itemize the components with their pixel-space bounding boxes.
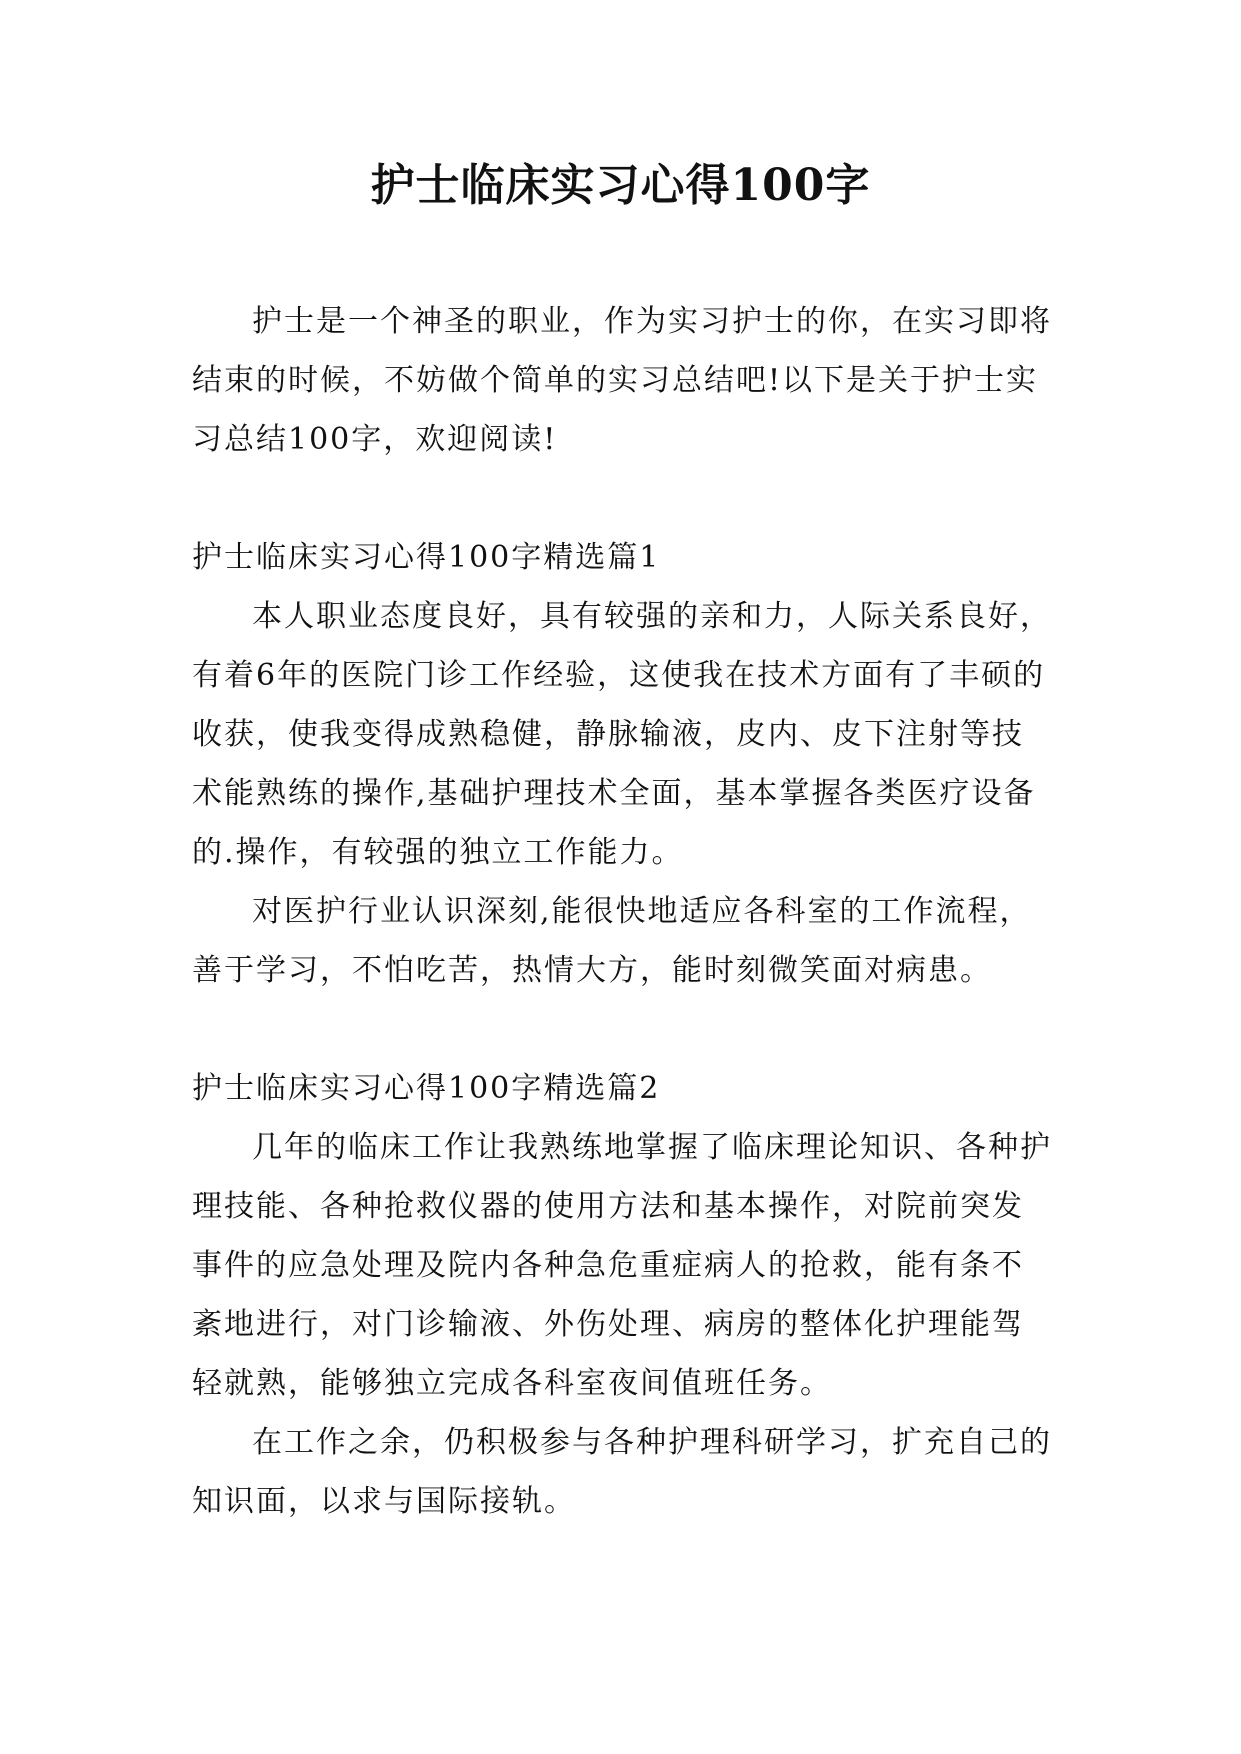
section-heading-2: 护士临床实习心得100字精选篇2: [192, 1071, 661, 1106]
section-2-paragraph-2: 在工作之余，仍积极参与各种护理科研学习，扩充自己的知识面，以求与国际接轨。: [192, 1425, 1052, 1519]
document-title: 护士临床实习心得100字: [370, 160, 871, 211]
section-2-paragraph-1: 几年的临床工作让我熟练地掌握了临床理论知识、各种护理技能、各种抢救仪器的使用方法和基本操作，对院前突发事件的应急处理及院内各种急危重症病人的抢救，能有条不紊地进行，对门诊输液、外伤处理、病房的整体化护理能驾轻就熟，能够独立完成各科室夜间值班任务。: [192, 1130, 1052, 1401]
document-body: [192, 292, 1054, 1531]
intro-paragraph: 护士是一个神圣的职业，作为实习护士的你，在实习即将结束的时候，不妨做个简单的实习总结吧!以下是关于护士实习总结100字，欢迎阅读!: [192, 304, 1052, 457]
section-heading-1: 护士临床实习心得100字精选篇1: [192, 540, 661, 575]
section-1-paragraph-2: 对医护行业认识深刻,能很快地适应各科室的工作流程，善于学习，不怕吃苦，热情大方，能时刻微笑面对病患。: [192, 894, 1032, 988]
section-1-paragraph-1: 本人职业态度良好，具有较强的亲和力，人际关系良好，有着6年的医院门诊工作经验，这使我在技术方面有了丰硕的收获，使我变得成熟稳健，静脉输液，皮内、皮下注射等技术能熟练的操作,基础护理技术全面，基本掌握各类医疗设备的.操作，有较强的独立工作能力。: [192, 599, 1052, 870]
